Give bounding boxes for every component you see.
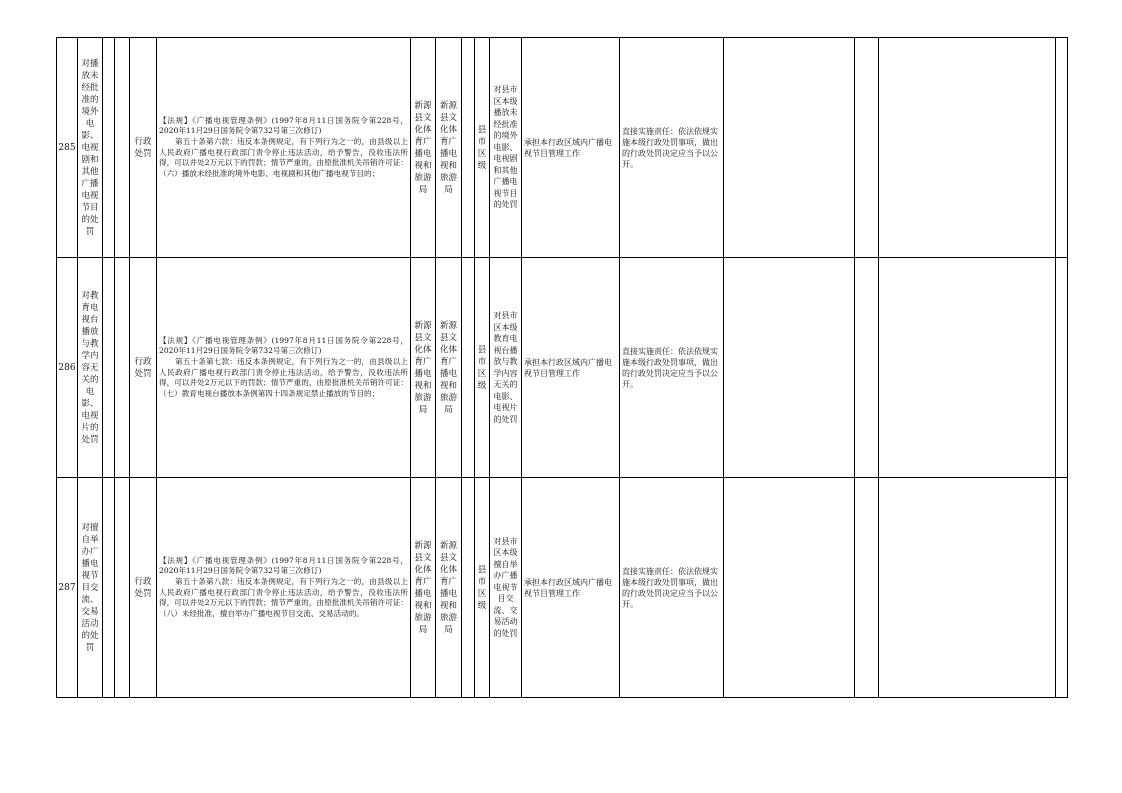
basis-title: 【法规】《广播电视管理条例》(1997年8月11日国务院令第228号，2020年11月29日国务院令第732号第三次修订) [159,555,408,576]
legal-basis [157,556,410,620]
implementation-duty: 直接实施责任：依法依规实施本级行政处罚事项，做出的行政处罚决定应当予以公开。 [622,346,718,389]
basis-body: 第五十条第八款：违反本条例规定，有下列行为之一的，由县级以上人民政府广播电视行政部门责令停止违法活动，给予警告，没收违法所得，可以并处2万元以下的罚款；情节严重的，由原批准机关吊销许可证：（八）未经批准，擅自举办广播电视节目交流、交易活动的。 [159,576,408,618]
duty-scope: 承担本行政区域内广播电视节目管理工作 [524,137,612,158]
exercise-object: 对县市区本级教育电视台播放与教学内容无关的电影、电视片的处罚 [493,311,518,424]
row-number: 285 [58,142,76,153]
table-row [57,258,1068,478]
row-number: 287 [58,582,76,593]
implementing-department: 新源县文化体育广播电视和旅游局 [414,540,432,635]
implementing-office: 新源县文化体育广播电视和旅游局 [439,320,457,415]
implementing-office: 新源县文化体育广播电视和旅游局 [439,540,457,635]
item-type: 行政处罚 [134,356,152,379]
item-name: 对教育电视台播放与教学内容无关的电影、电视片的处罚 [81,290,99,445]
implementing-office: 新源县文化体育广播电视和旅游局 [439,100,457,195]
exercise-level: 县市区级 [477,124,487,171]
item-name: 对播放未经批准的境外电影、电视剧和其他广播电视节目的处罚 [81,58,99,237]
implementation-duty: 直接实施责任：依法依规实施本级行政处罚事项，做出的行政处罚决定应当予以公开。 [622,126,718,169]
duty-scope: 承担本行政区域内广播电视节目管理工作 [524,577,612,598]
item-type: 行政处罚 [134,136,152,159]
item-type: 行政处罚 [134,576,152,599]
basis-title: 【法规】《广播电视管理条例》(1997年8月11日国务院令第228号，2020年11月29日国务院令第732号第三次修订) [159,115,408,136]
basis-body: 第五十条第七款：违反本条例规定，有下列行为之一的，由县级以上人民政府广播电视行政部门责令停止违法活动，给予警告，没收违法所得，可以并处2万元以下的罚款；情节严重的，由原批准机关吊销许可证：（七）教育电视台播放本条例第四十四条规定禁止播放的节目的； [159,356,408,398]
exercise-object: 对县市区本级擅自举办广播电视节目交流、交易活动的处罚 [493,536,518,638]
basis-body: 第五十条第六款：违反本条例规定，有下列行为之一的，由县级以上人民政府广播电视行政部门责令停止违法活动，给予警告，没收违法所得，可以并处2万元以下的罚款；情节严重的，由原批准机关吊销许可证：（六）播放未经批准的境外电影、电视剧和其他广播电视节目的； [159,136,408,178]
exercise-level: 县市区级 [477,564,487,611]
implementation-duty: 直接实施责任：依法依规实施本级行政处罚事项，做出的行政处罚决定应当予以公开。 [622,566,718,609]
item-name: 对擅自举办广播电视节目交流、交易活动的处罚 [81,522,99,653]
exercise-object: 对县市区本级播放未经批准的境外电影、电视剧和其他广播电视节目的处罚 [493,85,518,210]
implementing-department: 新源县文化体育广播电视和旅游局 [414,100,432,195]
legal-basis [157,336,410,400]
duty-scope: 承担本行政区域内广播电视节目管理工作 [524,357,612,378]
exercise-level: 县市区级 [477,344,487,391]
table-row [57,38,1068,258]
power-list-table [56,37,1068,698]
table-row [57,478,1068,698]
row-number: 286 [58,362,76,373]
basis-title: 【法规】《广播电视管理条例》(1997年8月11日国务院令第228号，2020年11月29日国务院令第732号第三次修订) [159,335,408,356]
implementing-department: 新源县文化体育广播电视和旅游局 [414,320,432,415]
legal-basis [157,116,410,180]
